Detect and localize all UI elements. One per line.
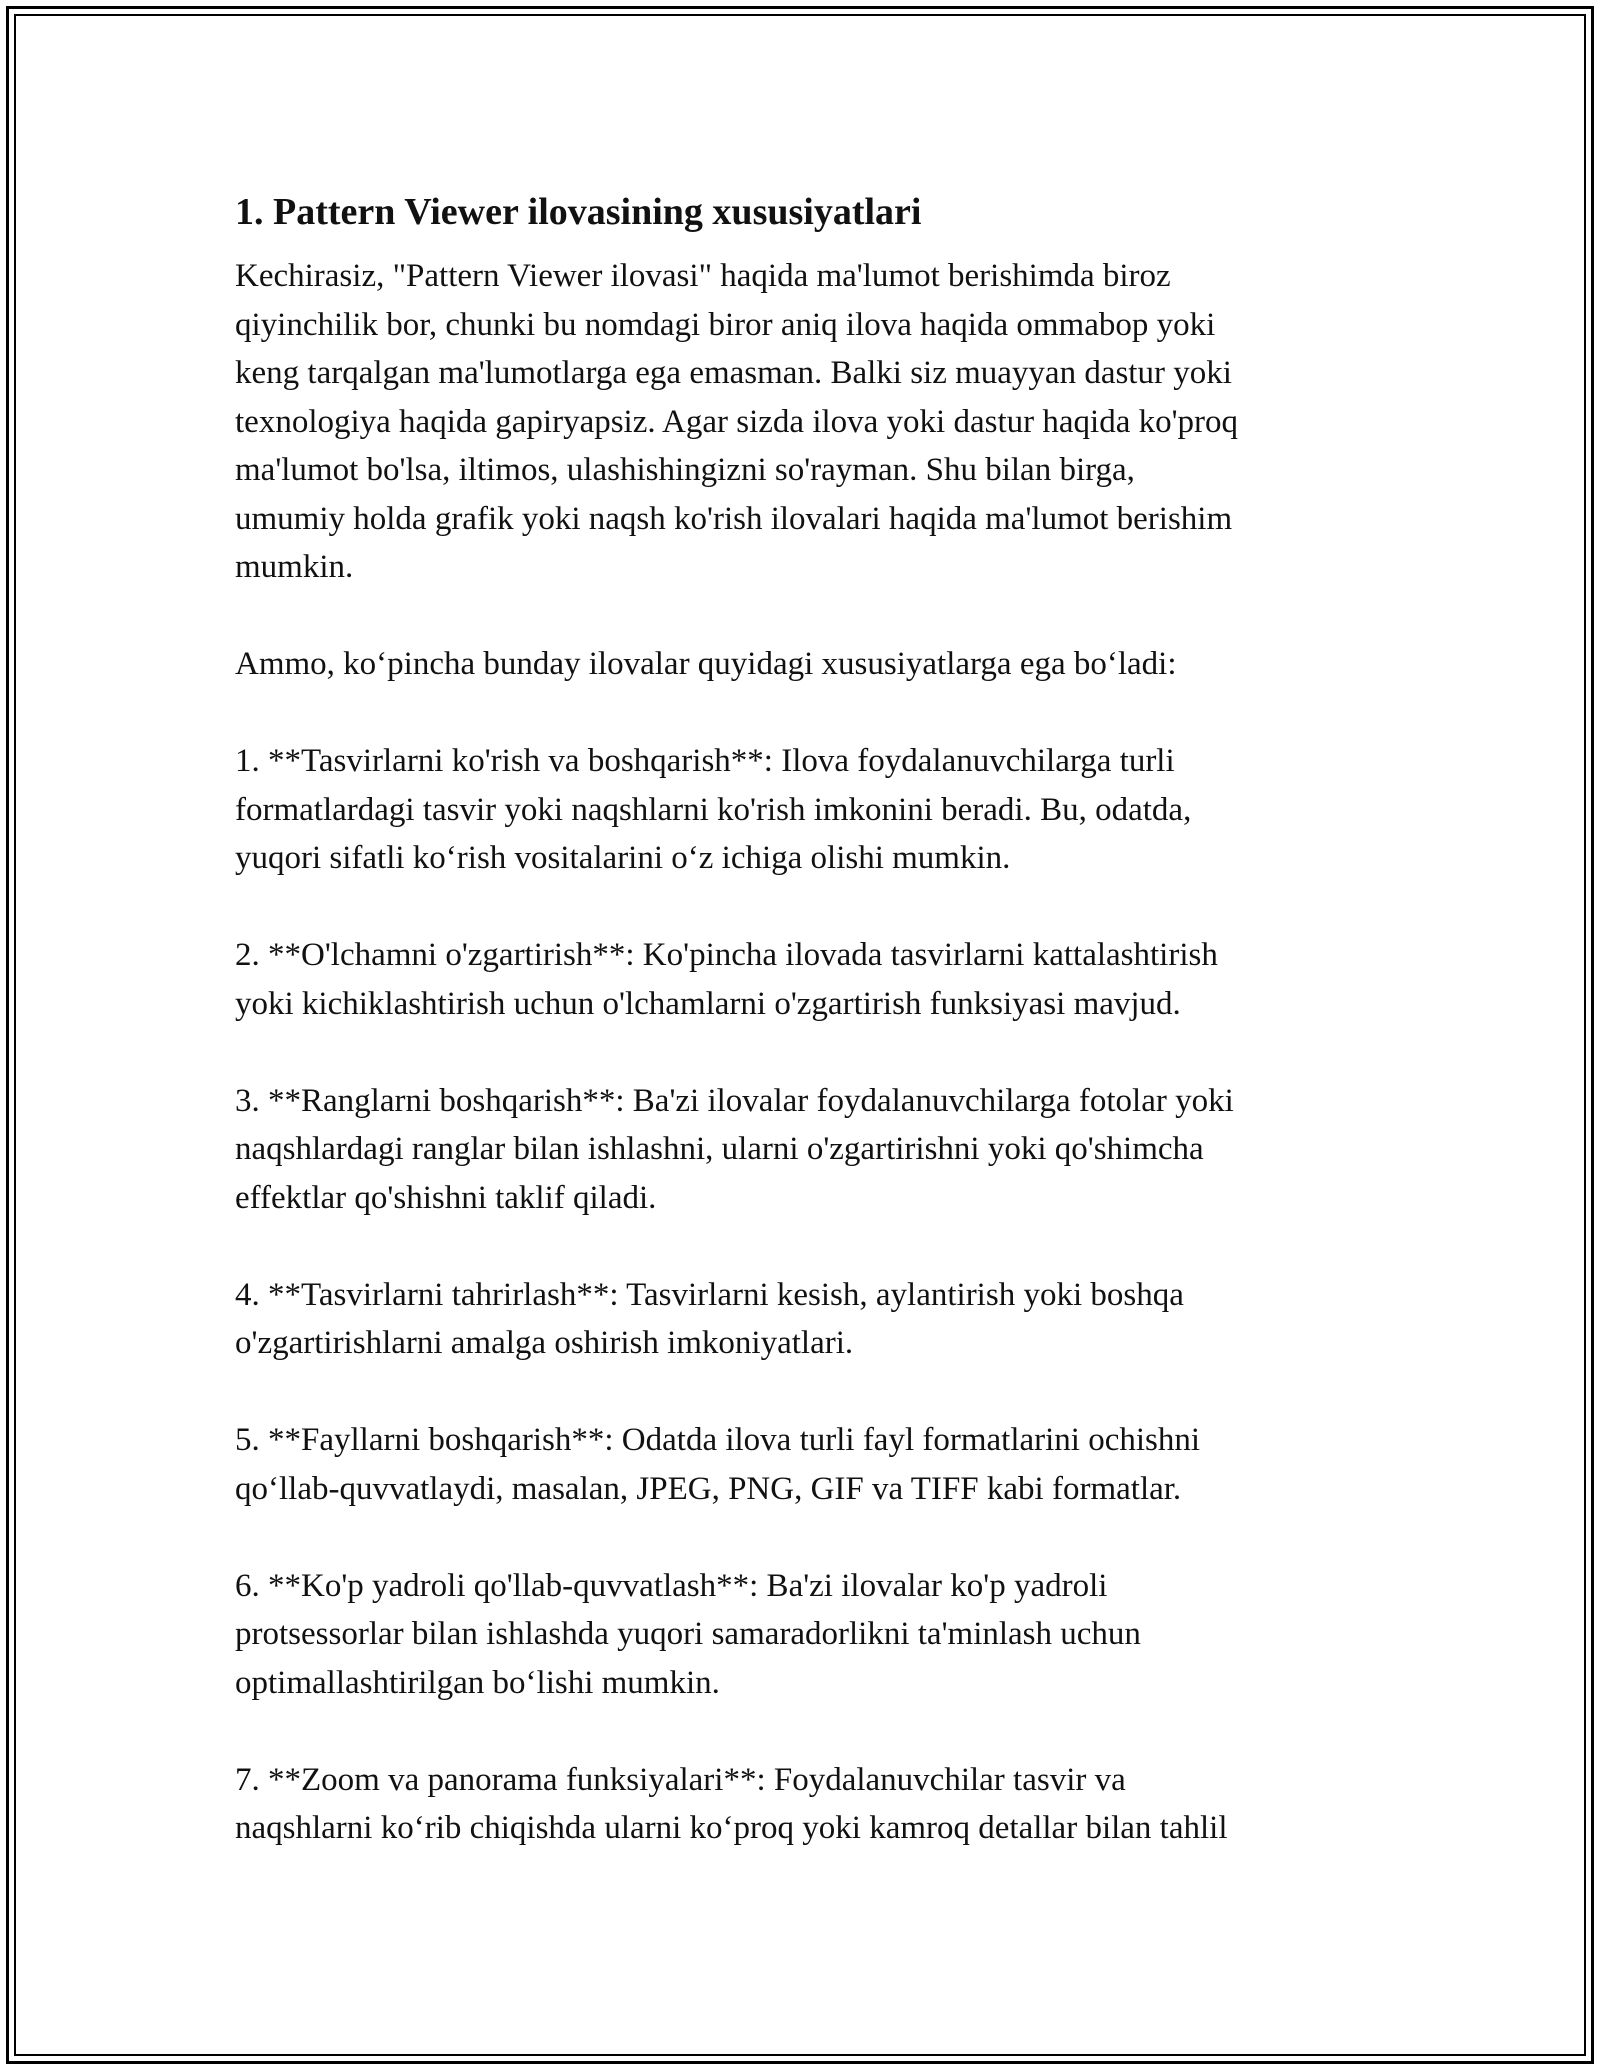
lead-in-paragraph: Ammo, ko‘pincha bunday ilovalar quyidagi xususiyatlarga ega bo‘ladi:	[235, 646, 1177, 682]
list-item-7: 7. **Zoom va panorama funksiyalari**: Foydalanuvchilar tasvir va naqshlarni ko‘rib chiqishda ularni ko‘proq yoki kamroq detallar bilan tahlil	[235, 1761, 1228, 1846]
list-item-2: 2. **O'lchamni o'zgartirish**: Ko'pincha ilovada tasvirlarni kattalashtirish yoki kichiklashtirish uchun o'lchamlarni o'zgartirish funksiyasi mavjud.	[235, 937, 1218, 1022]
list-item-4: 4. **Tasvirlarni tahrirlash**: Tasvirlarni kesish, aylantirish yoki boshqa o'zgartirishlarni amalga oshirish imkoniyatlari.	[235, 1276, 1184, 1361]
list-item-6: 6. **Ko'p yadroli qo'llab-quvvatlash**: Ba'zi ilovalar ko'p yadroli protsessorlar bilan ishlashda yuqori samaradorlikni ta'minlash uchun optimallashtirilgan bo‘lishi mumkin.	[235, 1567, 1141, 1701]
list-item-1: 1. **Tasvirlarni ko'rish va boshqarish**: Ilova foydalanuvchilarga turli formatlardagi tasvir yoki naqshlarni ko'rish imkonini beradi. Bu, odatda, yuqori sifatli ko‘rish vositalarini o‘z ichiga olishi mumkin.	[235, 743, 1192, 876]
intro-paragraph: Kechirasiz, "Pattern Viewer ilovasi" haqida ma'lumot berishimda biroz qiyinchilik bor, chunki bu nomdagi biror aniq ilova haqida ommabop yoki keng tarqalgan ma'lumotlarga ega emasman. Balki siz muayyan dastur yoki texnologiya haqida gapiryapsiz. Agar sizda ilova yoki dastur haqida ko'proq ma'lumot bo'lsa, iltimos, ulashishingizni so'rayman. Shu bilan birga, umumiy holda grafik yoki naqsh ko'rish ilovalari haqida ma'lumot berishim mumkin.	[235, 258, 1239, 585]
list-item-3: 3. **Ranglarni boshqarish**: Ba'zi ilovalar foydalanuvchilarga fotolar yoki naqshlardagi ranglar bilan ishlashni, ularni o'zgartirishni yoki qo'shimcha effektlar qo'shishni taklif qiladi.	[235, 1082, 1234, 1216]
list-item-5: 5. **Fayllarni boshqarish**: Odatda ilova turli fayl formatlarini ochishni qo‘llab-quvvatlaydi, masalan, JPEG, PNG, GIF va TIFF kabi formatlar.	[235, 1422, 1201, 1507]
document-body	[235, 186, 1365, 1853]
document-title: 1. Pattern Viewer ilovasining xususiyatlari	[235, 191, 922, 233]
